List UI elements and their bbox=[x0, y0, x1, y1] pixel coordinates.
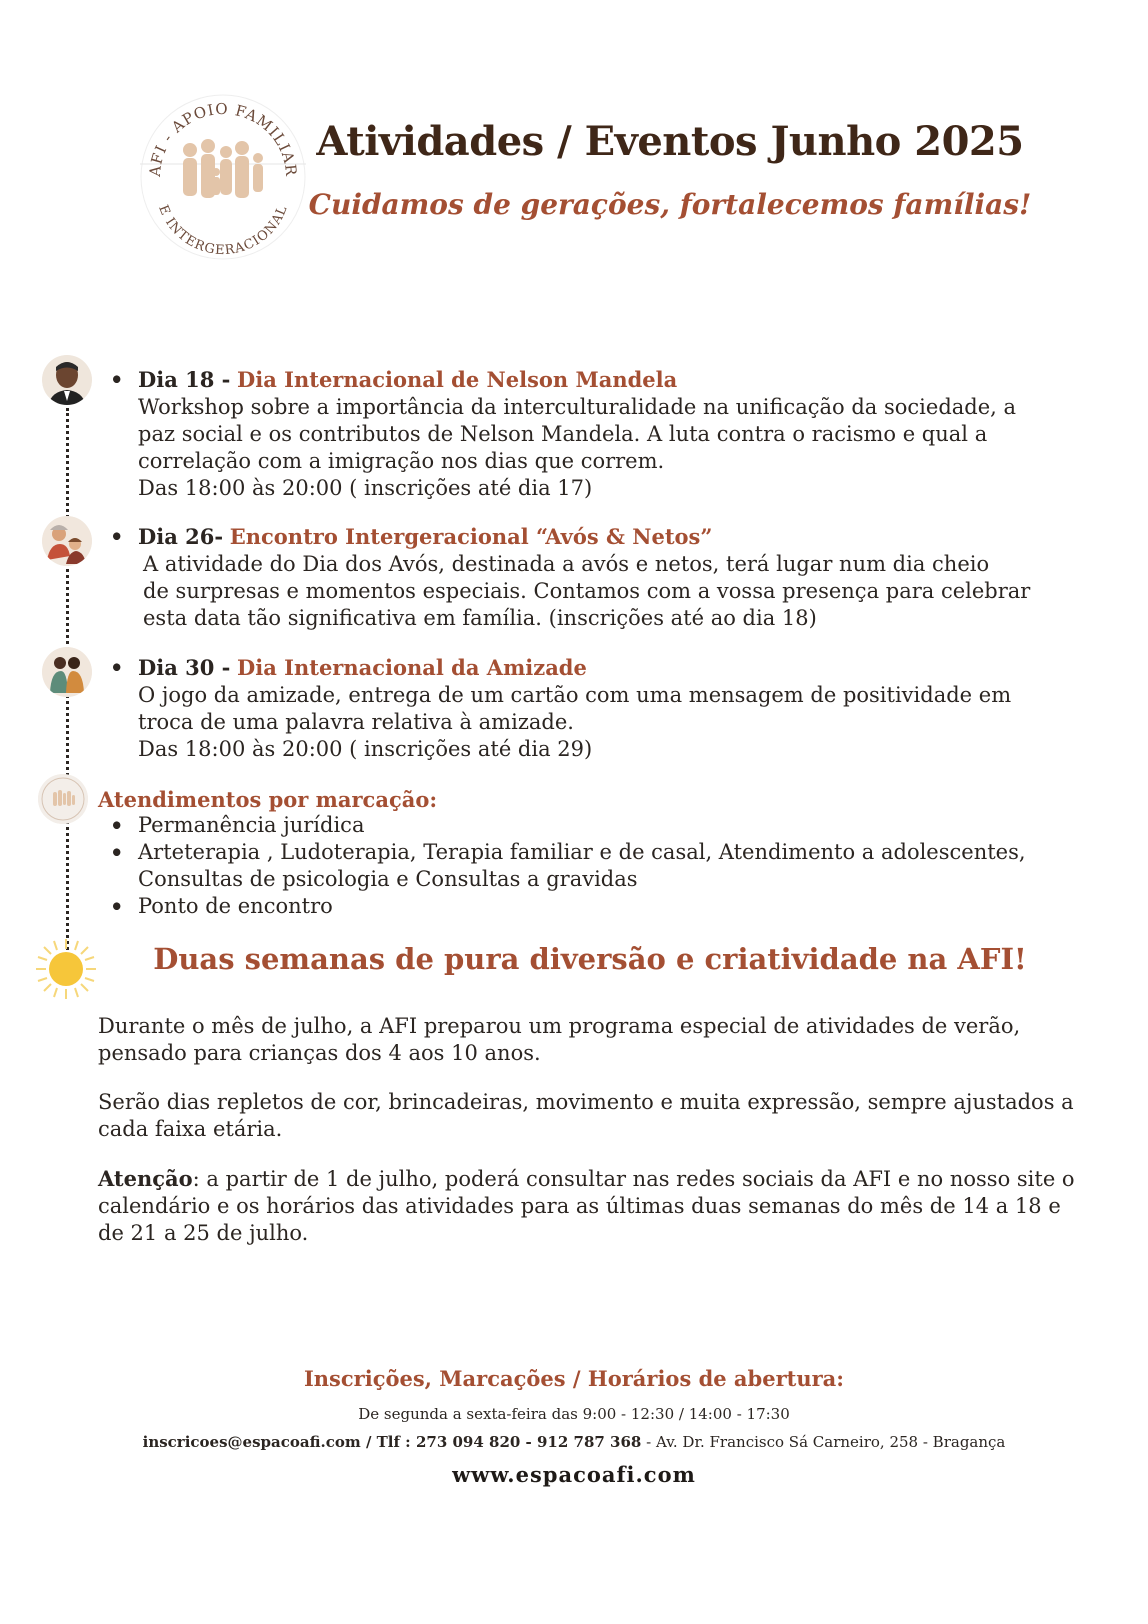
summer-attention-paragraph bbox=[98, 1165, 1088, 1247]
bullet: • bbox=[110, 655, 124, 680]
summer-paragraph: Serão dias repletos de cor, brincadeiras, movimento e muita expressão, sempre ajustados a cada faixa etária. bbox=[98, 1090, 1074, 1141]
page-subtitle: Cuidamos de gerações, fortalecemos famílias! bbox=[308, 188, 1032, 221]
event-line: troca de uma palavra relativa à amizade. bbox=[138, 710, 574, 734]
sun-icon bbox=[34, 937, 98, 1001]
afi-logo bbox=[138, 92, 308, 262]
contact-email-phone: inscricoes@espacoafi.com / Tlf : 273 094 820 - 912 787 368 bbox=[142, 1433, 642, 1451]
summer-paragraph: Durante o mês de julho, a AFI preparou um programa especial de atividades de verão, pensado para crianças dos 4 aos 10 anos. bbox=[98, 1014, 1021, 1065]
event-day: Dia 18 - bbox=[138, 367, 231, 392]
event-item bbox=[110, 654, 1090, 763]
logo-text-bottom: E INTERGERACIONAL bbox=[155, 203, 291, 259]
event-description bbox=[110, 682, 1090, 763]
event-line: A atividade do Dia dos Avós, destinada a avós e netos, terá lugar num dia cheio bbox=[143, 552, 990, 576]
event-name: Dia Internacional de Nelson Mandela bbox=[237, 367, 678, 392]
opening-hours: De segunda a sexta-feira das 9:00 - 12:30 / 14:00 - 17:30 bbox=[358, 1405, 790, 1423]
list-item-continuation bbox=[110, 866, 1090, 893]
event-line: esta data tão significativa em família. (inscrições até ao dia 18) bbox=[143, 606, 817, 630]
event-name: Encontro Intergeracional “Avós & Netos” bbox=[229, 524, 713, 549]
event-time: Das 18:00 às 20:00 ( inscrições até dia 17) bbox=[138, 476, 593, 500]
event-name: Dia Internacional da Amizade bbox=[237, 655, 587, 680]
bullet: • bbox=[110, 524, 124, 549]
logo-text-top: AFI - APOIO FAMILIAR bbox=[145, 99, 301, 178]
list-item: • Arteterapia , Ludoterapia, Terapia familiar e de casal, Atendimento a adolescentes, bbox=[110, 839, 1090, 866]
attention-text: : a partir de 1 de julho, poderá consultar nas redes sociais da AFI e no nosso site o calendário e os horários das atividades para as últimas duas semanas do mês de 14 a 18 e de 21 a 25 de julho. bbox=[98, 1167, 1075, 1245]
appointments-title: Atendimentos por marcação: bbox=[98, 787, 438, 812]
website-link[interactable]: www.espacoafi.com bbox=[452, 1462, 696, 1487]
friendship-icon bbox=[42, 647, 92, 697]
contact-address: - Av. Dr. Francisco Sá Carneiro, 258 - Bragança bbox=[641, 1433, 1006, 1451]
contact-line bbox=[0, 1433, 1148, 1451]
event-day: Dia 30 - bbox=[138, 655, 231, 680]
event-item bbox=[110, 523, 1100, 632]
list-item-text: Consultas de psicologia e Consultas a gravidas bbox=[138, 867, 638, 891]
mandela-portrait-icon bbox=[42, 355, 92, 405]
event-day: Dia 26- bbox=[138, 524, 224, 549]
event-item bbox=[110, 366, 1090, 502]
list-item: • Permanência jurídica bbox=[110, 812, 1090, 839]
event-heading bbox=[110, 366, 1090, 394]
event-line: paz social e os contributos de Nelson Mandela. A luta contra o racismo e qual a bbox=[138, 422, 988, 446]
event-line: correlação com a imigração nos dias que correm. bbox=[138, 449, 665, 473]
attention-label: Atenção bbox=[98, 1166, 193, 1191]
bullet: • bbox=[110, 367, 124, 392]
event-line: O jogo da amizade, entrega de um cartão com uma mensagem de positividade em bbox=[138, 683, 1012, 707]
event-description bbox=[110, 551, 1100, 632]
grandparents-grandchildren-icon bbox=[42, 516, 92, 566]
event-line: de surpresas e momentos especiais. Contamos com a vossa presença para celebrar bbox=[143, 579, 1031, 603]
list-item: • Ponto de encontro bbox=[110, 893, 1090, 920]
summer-section-title: Duas semanas de pura diversão e criatividade na AFI! bbox=[153, 942, 1027, 976]
event-description bbox=[110, 394, 1090, 502]
event-time: Das 18:00 às 20:00 ( inscrições até dia 29) bbox=[138, 737, 593, 761]
afi-mini-logo-icon bbox=[38, 774, 88, 824]
appointments-list bbox=[110, 812, 1090, 920]
event-heading bbox=[110, 654, 1090, 682]
event-heading bbox=[110, 523, 1100, 551]
summer-section-body bbox=[98, 1013, 1088, 1269]
footer-title: Inscrições, Marcações / Horários de abertura: bbox=[303, 1366, 845, 1391]
page-title: Atividades / Eventos Junho 2025 bbox=[316, 118, 1024, 165]
event-line: Workshop sobre a importância da interculturalidade na unificação da sociedade, a bbox=[138, 395, 1017, 419]
